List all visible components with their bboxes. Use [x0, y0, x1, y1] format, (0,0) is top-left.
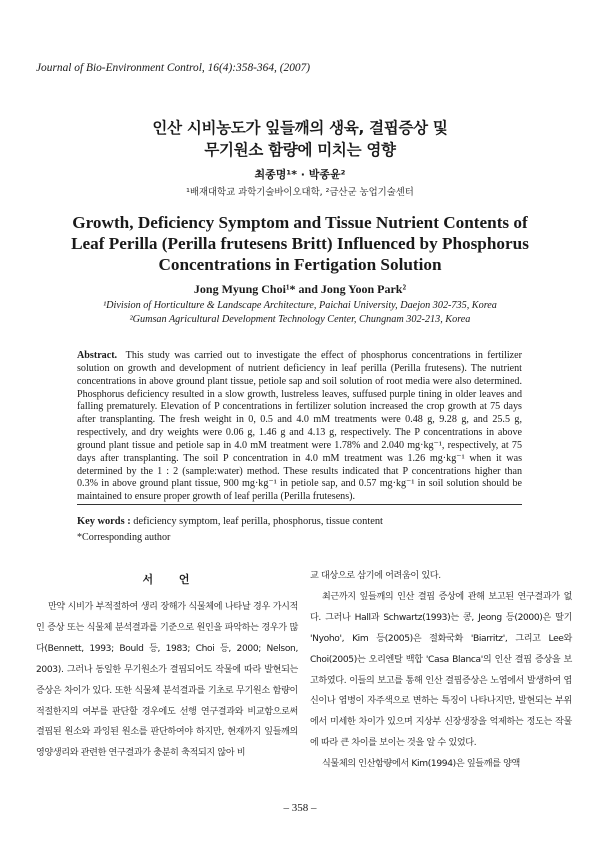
journal-reference: Journal of Bio-Environment Control, 16(4):358-364, (2007): [36, 62, 311, 74]
corresponding-author-note: *Corresponding author: [77, 532, 171, 543]
section-heading-introduction: 서 언: [142, 573, 190, 586]
english-authors: Jong Myung Choi¹* and Jong Yoon Park²: [193, 282, 407, 296]
paragraph: 교 대상으로 삼기에 어려움이 있다.: [310, 571, 441, 581]
left-column: [36, 597, 298, 764]
english-title-line-1: Growth, Deficiency Symptom and Tissue Nutrient Contents of: [72, 213, 528, 232]
korean-title-line-2: 무기원소 함량에 미치는 영향: [204, 141, 396, 159]
english-title-line-2: Leaf Perilla (Perilla frutesens Britt) Influenced by Phosphorus: [71, 234, 529, 253]
right-column: [310, 566, 572, 775]
english-affiliation-2: ²Gumsan Agricultural Development Technology Center, Chungnam 302-213, Korea: [129, 314, 471, 325]
paragraph: 만약 시비가 부적절하여 생리 장해가 식물체에 나타날 경우 가시적인 증상 또는 식물체 분석결과를 기준으로 원인을 파악하는 경우가 많다(Bennett, 1993; Bould 등, 1983; Choi 등, 2000; Nelson, 2003). 그러나 동일한 무기원소가 결핍되어도 작물에 따라 발현되는 증상은 차이가 있다. 또한 식물체 분석결과를 기초로 무기원소 함량이 적절한지의 여부를 판단할 경우에도 선행 연구결과와 비교함으로써 결핍된 원소와 과잉된 원소를 판단하여야 하지만, 현재까지 잎들깨의 영양생리와 관련한 연구결과가 충분히 축적되지 않아 비: [36, 602, 298, 759]
korean-title-line-1: 인산 시비농도가 잎들깨의 생육, 결핍증상 및: [152, 119, 448, 137]
abstract-label: Abstract.: [77, 350, 118, 361]
abstract: [77, 350, 522, 504]
abstract-divider: [77, 504, 522, 505]
page-number: – 358 –: [283, 802, 317, 814]
abstract-text: This study was carried out to investigate the effect of phosphorus concentrations in fertilizer solution on growth and development of nutrient deficiency in leaf perilla (Perilla frutesens). The nutrient concentrations in above ground plant tissue, petiole sap and soil solution of root media were also determined. Phosphorus deficiency resulted in a slow growth, lustreless leaves, suffused purple tining in older leaves and falling prematurely. Elevation of P concentrations in fertilizer solution increased the crop growth at 75 days after transplanting. The fresh weight in 0, 0.5 and 4.0 mM treatments were 0.48 g, 9.28 g, and 25.5 g, respectively, and dry weights were 0.06 g, 1.46 g and 4.13 g, respectively. The P concentrations in above ground plant tissue and petiole sap in 4.0 mM treatment were 1.78% and 2.040 mg·kg⁻¹, respectively, at 75 days after transplanting. The soil P concentration in 4.0 mM treatment was 1.26 mg·kg⁻¹ when it was determined by the 1 : 2 (sample:water) method. These results indicated that P concentrations higher than 0.3% in above ground plant tissue, 900 mg·kg⁻¹ in petiole sap, and 0.57 mg·kg⁻¹ in soil solution should be maintained to ensure proper growth of leaf perilla (Perilla frutesens).: [77, 350, 522, 503]
keywords-text: deficiency symptom, leaf perilla, phosphorus, tissue content: [133, 516, 383, 527]
keywords: [77, 516, 383, 527]
korean-affiliation: ¹배재대학교 과학기술바이오대학, ²금산군 농업기술센터: [186, 187, 414, 198]
paragraph: 최근까지 잎들깨의 인산 결핍 증상에 관해 보고된 연구결과가 없다. 그러나 Hall과 Schwartz(1993)는 콩, Jeong 등(2000)은 딸기 'Nyoho', Kim 등(2005)은 절화국화 'Biarritz', 그리고 Lee와 Choi(2005)는 오리엔탈 백합 'Casa Blanca'의 인산 결핍 증상을 보고하였다. 이들의 보고를 통해 인산 결핍증상은 노엽에서 발생하여 엽신이나 엽병이 자주색으로 변하는 특징이 나타나지만, 발현되는 부위에서 미세한 차이가 있으며 지상부 신장생장을 억제하는 정도는 작물에 따라 큰 차이를 보이는 것을 알 수 있었다.: [310, 591, 572, 749]
paragraph: 식물체의 인산함량에서 Kim(1994)은 잎들깨를 양액: [322, 759, 520, 770]
english-affiliation-1: ¹Division of Horticulture & Landscape Architecture, Paichai University, Daejon 302-735, Korea: [103, 300, 497, 311]
korean-authors: 최종명¹* · 박종윤²: [254, 168, 346, 181]
english-title-line-3: Concentrations in Fertigation Solution: [158, 255, 442, 274]
keywords-label: Key words :: [77, 516, 131, 527]
